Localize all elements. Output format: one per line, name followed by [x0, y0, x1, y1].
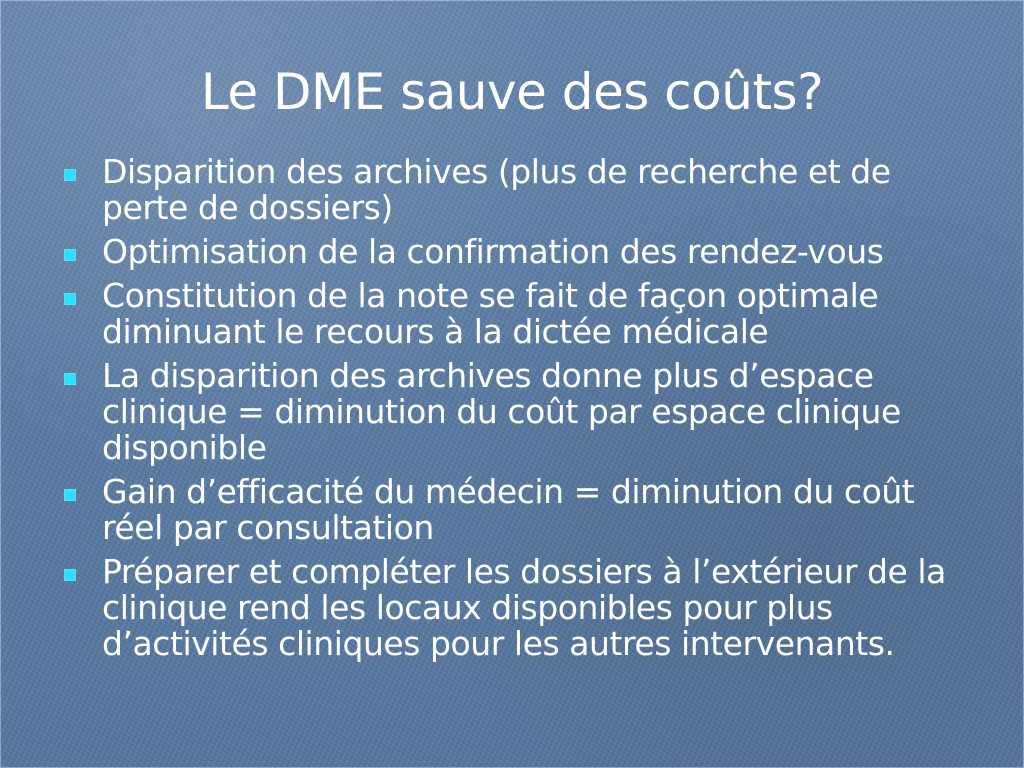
bullet-item	[64, 278, 968, 350]
bullet-text: Disparition des archives (plus de recherche et de perte de dossiers)	[102, 152, 891, 227]
bullet-text: Optimisation de la confirmation des rendez-vous	[102, 232, 884, 271]
square-bullet-icon	[64, 489, 76, 501]
bullet-text: Constitution de la note se fait de façon optimale diminuant le recours à la dictée médicale	[102, 276, 879, 351]
bullet-item	[64, 554, 968, 662]
square-bullet-icon	[64, 169, 76, 181]
bullet-item	[64, 358, 968, 466]
square-bullet-icon	[64, 373, 76, 385]
bullet-item	[64, 234, 968, 270]
bullet-item	[64, 154, 968, 226]
bullet-text: La disparition des archives donne plus d’espace clinique = diminution du coût par espace clinique disponible	[102, 356, 901, 467]
bullet-text: Gain d’efficacité du médecin = diminution du coût réel par consultation	[102, 472, 915, 547]
slide-title: Le DME sauve des coûts?	[200, 63, 824, 121]
square-bullet-icon	[64, 249, 76, 261]
square-bullet-icon	[64, 569, 76, 581]
bullet-item	[64, 474, 968, 546]
bullet-list	[64, 154, 968, 670]
square-bullet-icon	[64, 293, 76, 305]
bullet-text: Préparer et compléter les dossiers à l’extérieur de la clinique rend les locaux disponibles pour plus d’activités cliniques pour les autres intervenants.	[102, 552, 946, 663]
